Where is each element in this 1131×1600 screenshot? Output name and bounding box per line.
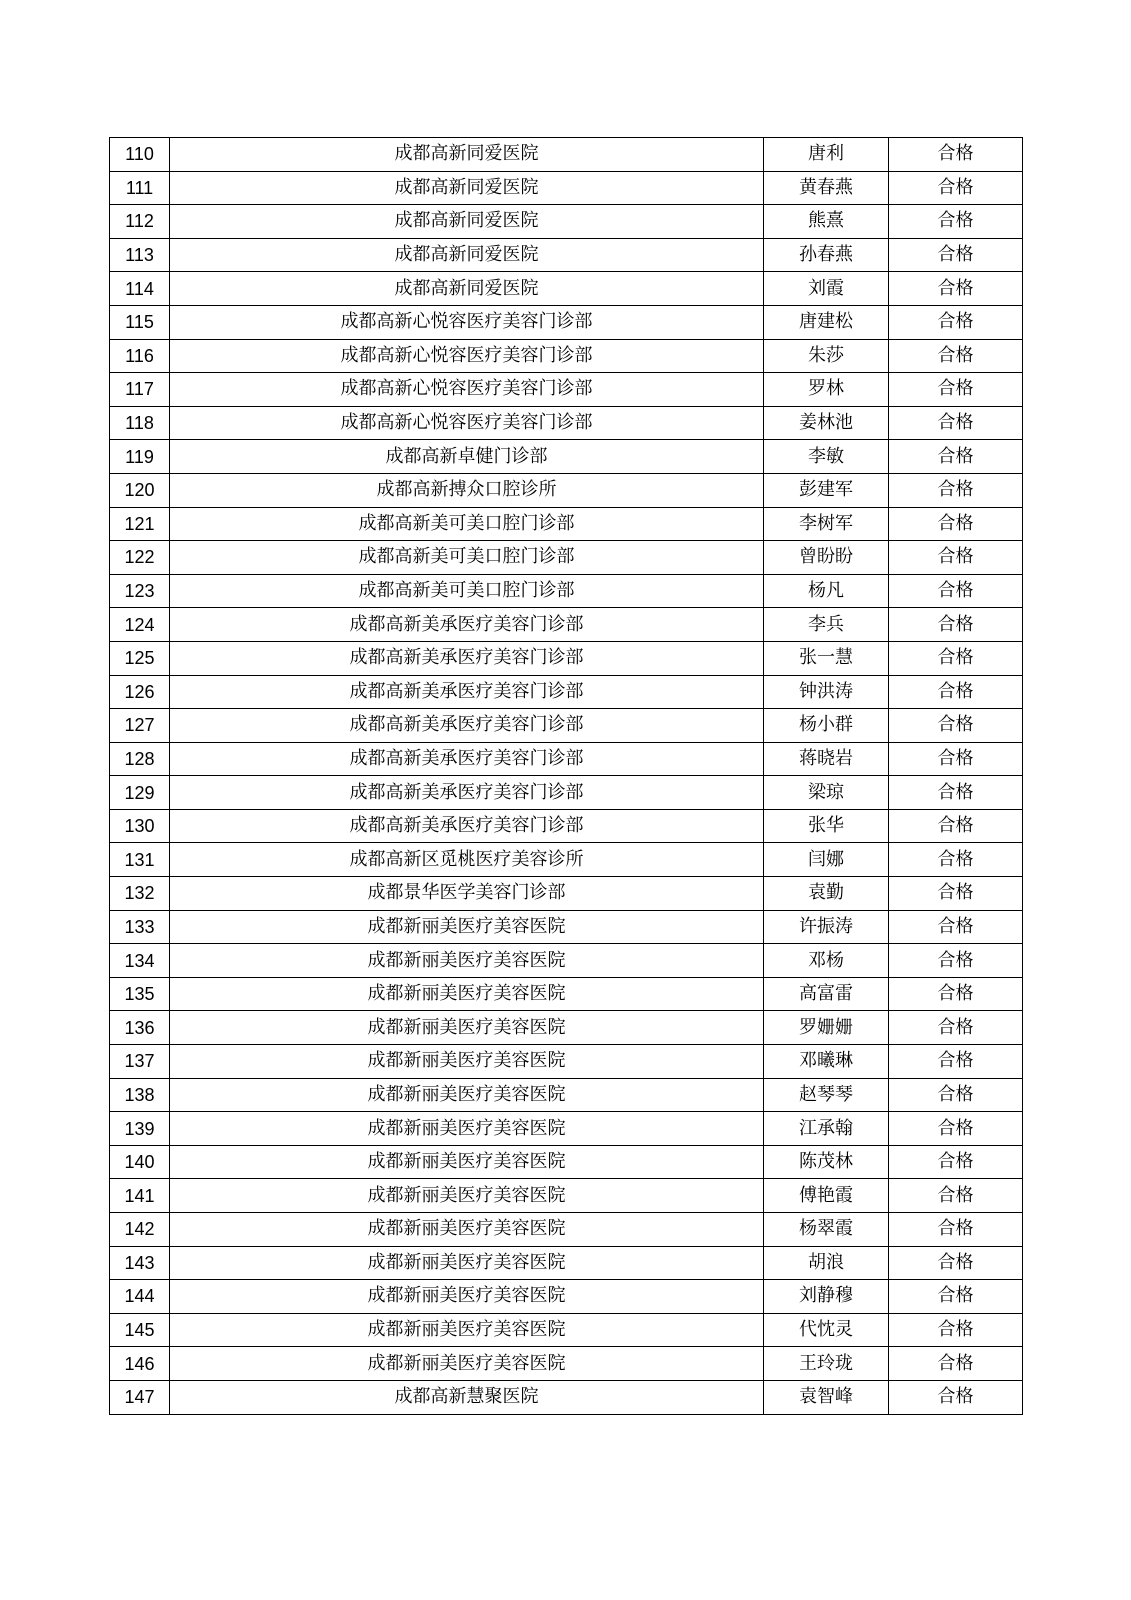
row-number-cell: 139: [110, 1112, 170, 1146]
institution-cell: 成都高新卓健门诊部: [170, 440, 764, 474]
person-name-cell: 王玲珑: [764, 1347, 889, 1381]
result-cell: 合格: [889, 742, 1023, 776]
person-name-cell: 李敏: [764, 440, 889, 474]
row-number-cell: 117: [110, 373, 170, 407]
row-number-cell: 112: [110, 205, 170, 239]
result-cell: 合格: [889, 1112, 1023, 1146]
roster-body: [110, 138, 1023, 1415]
institution-cell: 成都高新美承医疗美容门诊部: [170, 608, 764, 642]
person-name-cell: 罗林: [764, 373, 889, 407]
row-number-cell: 147: [110, 1380, 170, 1414]
institution-cell: 成都新丽美医疗美容医院: [170, 1011, 764, 1045]
person-name-cell: 傅艳霞: [764, 1179, 889, 1213]
institution-cell: 成都高新同爱医院: [170, 205, 764, 239]
table-row: [110, 641, 1023, 675]
result-cell: 合格: [889, 1280, 1023, 1314]
table-row: [110, 1145, 1023, 1179]
institution-cell: 成都新丽美医疗美容医院: [170, 1112, 764, 1146]
institution-cell: 成都高新美承医疗美容门诊部: [170, 641, 764, 675]
row-number-cell: 128: [110, 742, 170, 776]
person-name-cell: 刘静穆: [764, 1280, 889, 1314]
result-cell: 合格: [889, 977, 1023, 1011]
result-cell: 合格: [889, 910, 1023, 944]
row-number-cell: 136: [110, 1011, 170, 1045]
result-cell: 合格: [889, 1145, 1023, 1179]
table-row: [110, 473, 1023, 507]
institution-cell: 成都高新慧聚医院: [170, 1380, 764, 1414]
table-row: [110, 406, 1023, 440]
person-name-cell: 杨凡: [764, 574, 889, 608]
result-cell: 合格: [889, 1179, 1023, 1213]
result-cell: 合格: [889, 843, 1023, 877]
table-row: [110, 1045, 1023, 1079]
row-number-cell: 129: [110, 776, 170, 810]
institution-cell: 成都新丽美医疗美容医院: [170, 1179, 764, 1213]
institution-cell: 成都新丽美医疗美容医院: [170, 1246, 764, 1280]
row-number-cell: 120: [110, 473, 170, 507]
institution-cell: 成都高新美可美口腔门诊部: [170, 574, 764, 608]
institution-cell: 成都高新美承医疗美容门诊部: [170, 709, 764, 743]
result-cell: 合格: [889, 473, 1023, 507]
result-cell: 合格: [889, 138, 1023, 172]
row-number-cell: 137: [110, 1045, 170, 1079]
table-row: [110, 1011, 1023, 1045]
table-row: [110, 776, 1023, 810]
table-row: [110, 742, 1023, 776]
table-row: [110, 574, 1023, 608]
row-number-cell: 125: [110, 641, 170, 675]
person-name-cell: 袁智峰: [764, 1380, 889, 1414]
result-cell: 合格: [889, 373, 1023, 407]
result-cell: 合格: [889, 171, 1023, 205]
institution-cell: 成都高新同爱医院: [170, 171, 764, 205]
person-name-cell: 刘霞: [764, 272, 889, 306]
result-cell: 合格: [889, 272, 1023, 306]
table-row: [110, 675, 1023, 709]
person-name-cell: 蒋晓岩: [764, 742, 889, 776]
row-number-cell: 140: [110, 1145, 170, 1179]
person-name-cell: 钟洪涛: [764, 675, 889, 709]
row-number-cell: 122: [110, 541, 170, 575]
institution-cell: 成都高新同爱医院: [170, 238, 764, 272]
person-name-cell: 姜林池: [764, 406, 889, 440]
institution-cell: 成都高新美可美口腔门诊部: [170, 541, 764, 575]
person-name-cell: 许振涛: [764, 910, 889, 944]
result-cell: 合格: [889, 944, 1023, 978]
row-number-cell: 135: [110, 977, 170, 1011]
person-name-cell: 李树军: [764, 507, 889, 541]
table-row: [110, 1078, 1023, 1112]
result-cell: 合格: [889, 641, 1023, 675]
result-cell: 合格: [889, 1045, 1023, 1079]
result-cell: 合格: [889, 574, 1023, 608]
result-cell: 合格: [889, 339, 1023, 373]
person-name-cell: 杨小群: [764, 709, 889, 743]
table-row: [110, 877, 1023, 911]
result-cell: 合格: [889, 406, 1023, 440]
row-number-cell: 131: [110, 843, 170, 877]
table-row: [110, 910, 1023, 944]
result-cell: 合格: [889, 305, 1023, 339]
result-cell: 合格: [889, 709, 1023, 743]
row-number-cell: 127: [110, 709, 170, 743]
person-name-cell: 高富雷: [764, 977, 889, 1011]
institution-cell: 成都新丽美医疗美容医院: [170, 1213, 764, 1247]
table-row: [110, 608, 1023, 642]
person-name-cell: 张华: [764, 809, 889, 843]
person-name-cell: 张一慧: [764, 641, 889, 675]
table-row: [110, 709, 1023, 743]
person-name-cell: 朱莎: [764, 339, 889, 373]
person-name-cell: 熊熹: [764, 205, 889, 239]
row-number-cell: 144: [110, 1280, 170, 1314]
person-name-cell: 黄春燕: [764, 171, 889, 205]
institution-cell: 成都新丽美医疗美容医院: [170, 1145, 764, 1179]
person-name-cell: 闫娜: [764, 843, 889, 877]
roster-table: [109, 137, 1023, 1415]
person-name-cell: 赵琴琴: [764, 1078, 889, 1112]
person-name-cell: 唐利: [764, 138, 889, 172]
table-row: [110, 809, 1023, 843]
institution-cell: 成都高新同爱医院: [170, 138, 764, 172]
person-name-cell: 曾盼盼: [764, 541, 889, 575]
institution-cell: 成都景华医学美容门诊部: [170, 877, 764, 911]
result-cell: 合格: [889, 507, 1023, 541]
row-number-cell: 134: [110, 944, 170, 978]
person-name-cell: 梁琼: [764, 776, 889, 810]
institution-cell: 成都新丽美医疗美容医院: [170, 977, 764, 1011]
row-number-cell: 116: [110, 339, 170, 373]
result-cell: 合格: [889, 1313, 1023, 1347]
person-name-cell: 胡浪: [764, 1246, 889, 1280]
institution-cell: 成都高新同爱医院: [170, 272, 764, 306]
row-number-cell: 143: [110, 1246, 170, 1280]
result-cell: 合格: [889, 809, 1023, 843]
row-number-cell: 113: [110, 238, 170, 272]
person-name-cell: 袁勤: [764, 877, 889, 911]
institution-cell: 成都新丽美医疗美容医院: [170, 910, 764, 944]
table-row: [110, 977, 1023, 1011]
table-row: [110, 507, 1023, 541]
person-name-cell: 邓曦琳: [764, 1045, 889, 1079]
table-row: [110, 272, 1023, 306]
institution-cell: 成都高新美承医疗美容门诊部: [170, 809, 764, 843]
row-number-cell: 111: [110, 171, 170, 205]
result-cell: 合格: [889, 1011, 1023, 1045]
row-number-cell: 123: [110, 574, 170, 608]
result-cell: 合格: [889, 1078, 1023, 1112]
row-number-cell: 119: [110, 440, 170, 474]
row-number-cell: 146: [110, 1347, 170, 1381]
table-row: [110, 1179, 1023, 1213]
table-row: [110, 1280, 1023, 1314]
table-row: [110, 1246, 1023, 1280]
institution-cell: 成都新丽美医疗美容医院: [170, 1313, 764, 1347]
row-number-cell: 132: [110, 877, 170, 911]
institution-cell: 成都高新区觅桃医疗美容诊所: [170, 843, 764, 877]
row-number-cell: 145: [110, 1313, 170, 1347]
row-number-cell: 138: [110, 1078, 170, 1112]
result-cell: 合格: [889, 1246, 1023, 1280]
institution-cell: 成都高新心悦容医疗美容门诊部: [170, 373, 764, 407]
result-cell: 合格: [889, 608, 1023, 642]
row-number-cell: 133: [110, 910, 170, 944]
table-row: [110, 373, 1023, 407]
table-row: [110, 541, 1023, 575]
row-number-cell: 130: [110, 809, 170, 843]
institution-cell: 成都新丽美医疗美容医院: [170, 1045, 764, 1079]
row-number-cell: 115: [110, 305, 170, 339]
institution-cell: 成都高新心悦容医疗美容门诊部: [170, 406, 764, 440]
person-name-cell: 陈茂林: [764, 1145, 889, 1179]
person-name-cell: 孙春燕: [764, 238, 889, 272]
row-number-cell: 118: [110, 406, 170, 440]
row-number-cell: 114: [110, 272, 170, 306]
table-row: [110, 843, 1023, 877]
table-row: [110, 440, 1023, 474]
person-name-cell: 代忱灵: [764, 1313, 889, 1347]
row-number-cell: 126: [110, 675, 170, 709]
result-cell: 合格: [889, 877, 1023, 911]
table-row: [110, 305, 1023, 339]
institution-cell: 成都高新心悦容医疗美容门诊部: [170, 305, 764, 339]
row-number-cell: 124: [110, 608, 170, 642]
result-cell: 合格: [889, 1347, 1023, 1381]
institution-cell: 成都高新心悦容医疗美容门诊部: [170, 339, 764, 373]
person-name-cell: 罗姗姗: [764, 1011, 889, 1045]
table-row: [110, 339, 1023, 373]
institution-cell: 成都新丽美医疗美容医院: [170, 944, 764, 978]
row-number-cell: 141: [110, 1179, 170, 1213]
table-row: [110, 205, 1023, 239]
result-cell: 合格: [889, 440, 1023, 474]
table-row: [110, 1213, 1023, 1247]
result-cell: 合格: [889, 205, 1023, 239]
institution-cell: 成都高新美承医疗美容门诊部: [170, 742, 764, 776]
institution-cell: 成都高新美可美口腔门诊部: [170, 507, 764, 541]
person-name-cell: 邓杨: [764, 944, 889, 978]
table-row: [110, 1313, 1023, 1347]
result-cell: 合格: [889, 776, 1023, 810]
person-name-cell: 彭建军: [764, 473, 889, 507]
institution-cell: 成都高新美承医疗美容门诊部: [170, 776, 764, 810]
table-row: [110, 138, 1023, 172]
roster-sheet: [109, 137, 1022, 1415]
result-cell: 合格: [889, 1380, 1023, 1414]
institution-cell: 成都高新搏众口腔诊所: [170, 473, 764, 507]
table-row: [110, 1380, 1023, 1414]
person-name-cell: 李兵: [764, 608, 889, 642]
table-row: [110, 238, 1023, 272]
person-name-cell: 江承翰: [764, 1112, 889, 1146]
row-number-cell: 110: [110, 138, 170, 172]
result-cell: 合格: [889, 541, 1023, 575]
result-cell: 合格: [889, 675, 1023, 709]
person-name-cell: 杨翠霞: [764, 1213, 889, 1247]
institution-cell: 成都高新美承医疗美容门诊部: [170, 675, 764, 709]
institution-cell: 成都新丽美医疗美容医院: [170, 1347, 764, 1381]
table-row: [110, 1112, 1023, 1146]
table-row: [110, 171, 1023, 205]
table-row: [110, 944, 1023, 978]
row-number-cell: 121: [110, 507, 170, 541]
person-name-cell: 唐建松: [764, 305, 889, 339]
row-number-cell: 142: [110, 1213, 170, 1247]
table-row: [110, 1347, 1023, 1381]
result-cell: 合格: [889, 238, 1023, 272]
result-cell: 合格: [889, 1213, 1023, 1247]
institution-cell: 成都新丽美医疗美容医院: [170, 1280, 764, 1314]
institution-cell: 成都新丽美医疗美容医院: [170, 1078, 764, 1112]
